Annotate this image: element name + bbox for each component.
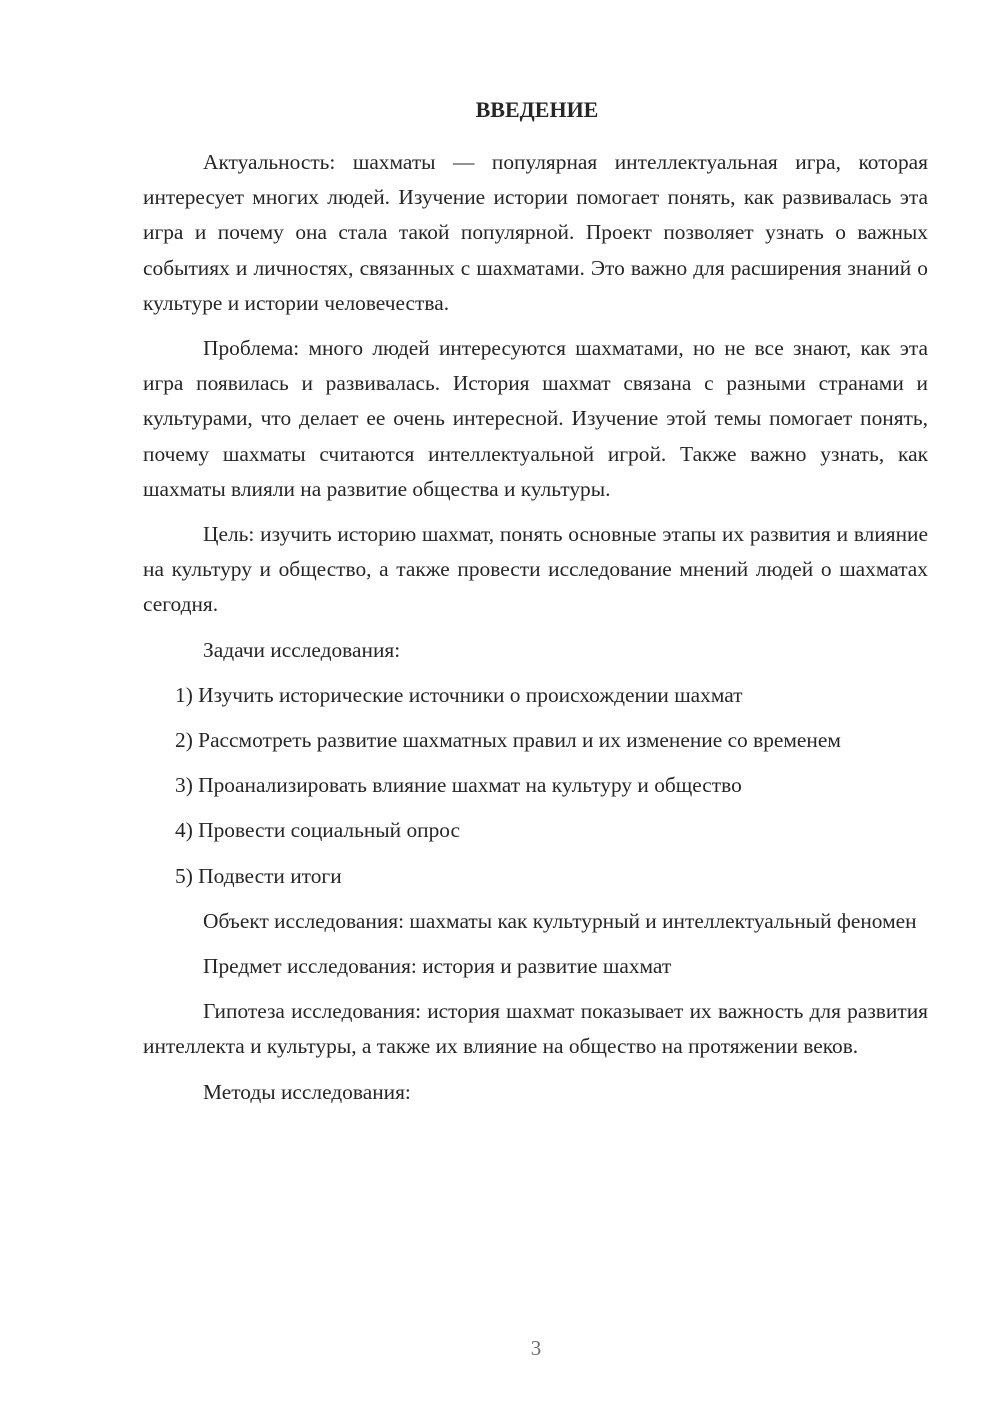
paragraph-hypothesis: Гипотеза исследования: история шахмат показывает их важность для развития интеллекта и культуры, а также их влияние на общество на протяжении веков. — [143, 999, 928, 1059]
task-item-5: 5) Подвести итоги — [175, 863, 342, 888]
section-title: ВВЕДЕНИЕ — [475, 97, 599, 122]
paragraph-object: Объект исследования: шахматы как культурный и интеллектуальный феномен — [203, 908, 917, 933]
paragraph-relevance: Актуальность: шахматы — популярная интеллектуальная игра, которая интересует многих людей. Изучение истории помогает понять, как развивалась эта игра и почему она стала такой популярной. Проект позволяет узнать о важных событиях и личностях, связанных с шахматами. Это важно для расширения знаний о культуре и истории человечества. — [143, 150, 928, 315]
tasks-heading: Задачи исследования: — [203, 637, 401, 662]
paragraph-subject: Предмет исследования: история и развитие шахмат — [203, 954, 672, 979]
page-number: 3 — [530, 1336, 542, 1360]
task-item-3: 3) Проанализировать влияние шахмат на культуру и общество — [175, 773, 742, 798]
methods-heading: Методы исследования: — [203, 1079, 411, 1104]
task-item-2: 2) Рассмотреть развитие шахматных правил и их изменение со временем — [175, 728, 841, 753]
paragraph-problem: Проблема: много людей интересуются шахматами, но не все знают, как эта игра появилась и развивалась. История шахмат связана с разными странами и культурами, что делает ее очень интересной. Изучение этой темы помогает понять, почему шахматы считаются интеллектуальной игрой. Также важно узнать, как шахматы влияли на развитие общества и культуры. — [143, 336, 928, 501]
task-item-4: 4) Провести социальный опрос — [175, 818, 461, 843]
task-item-1: 1) Изучить исторические источники о происхождении шахмат — [175, 682, 743, 707]
document-page — [143, 95, 928, 1120]
paragraph-goal: Цель: изучить историю шахмат, понять основные этапы их развития и влияние на культуру и общество, а также провести исследование мнений людей о шахматах сегодня. — [143, 522, 928, 617]
